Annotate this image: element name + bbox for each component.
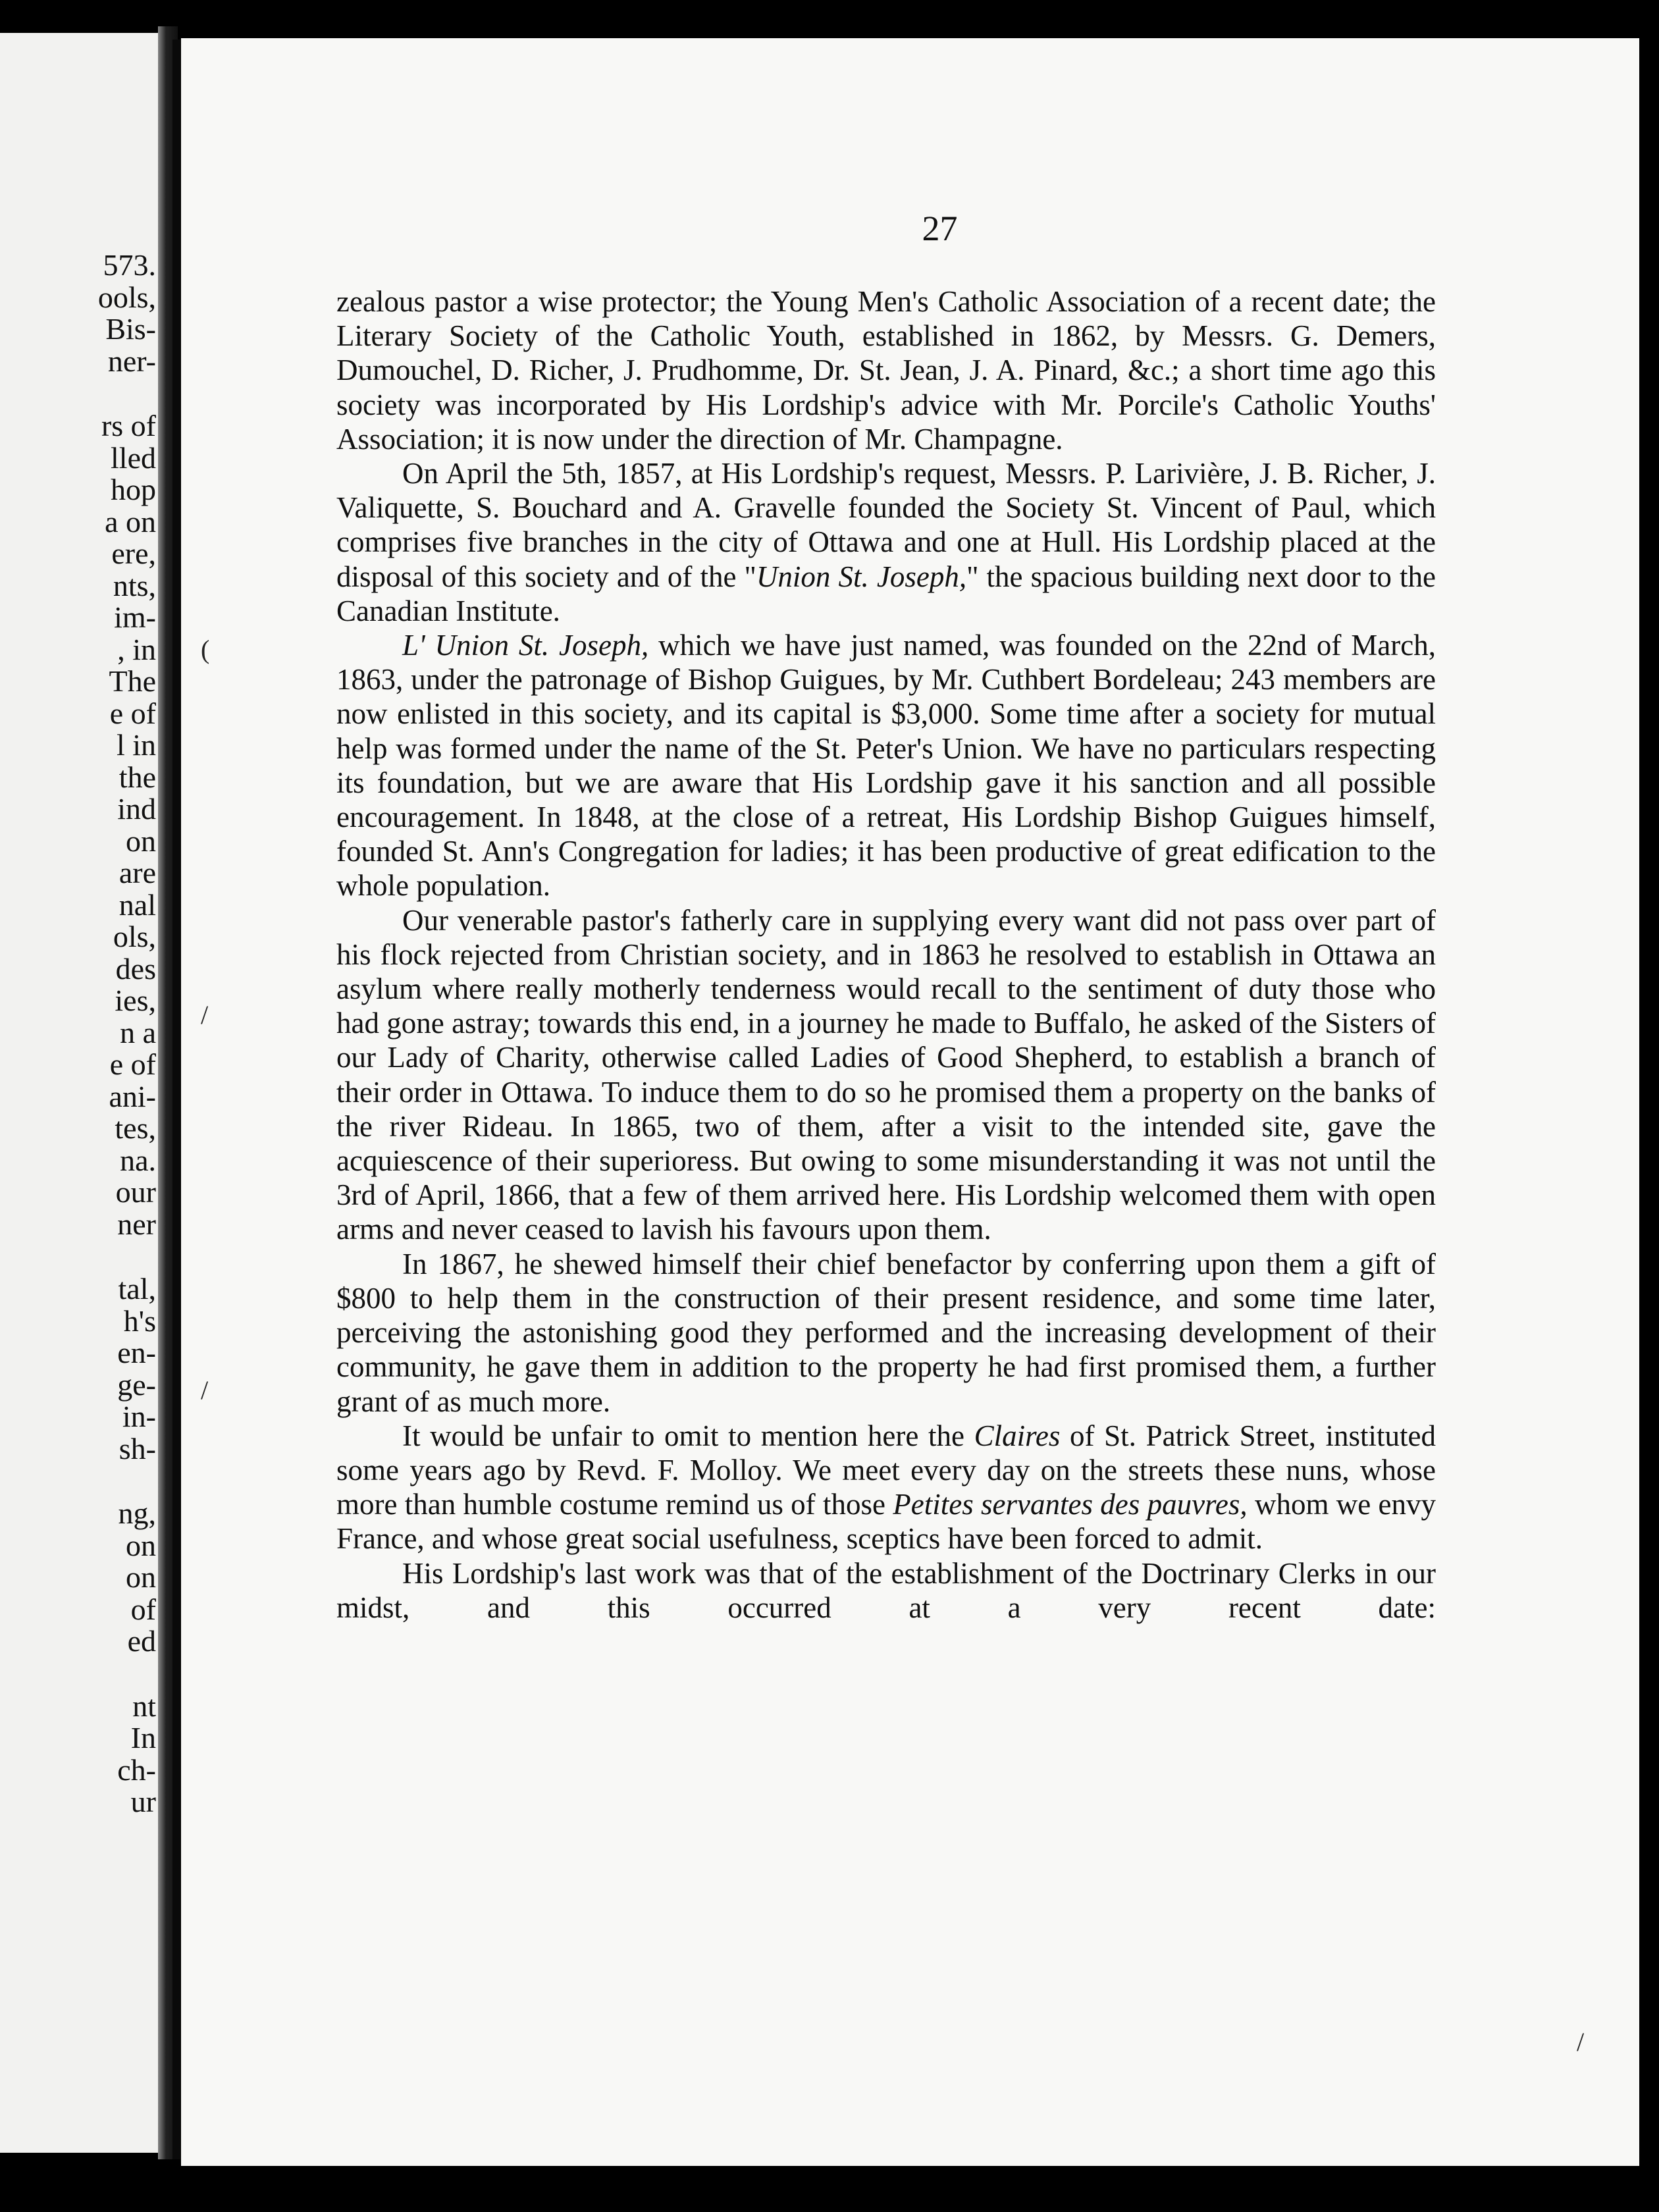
previous-page-fragment: ind <box>117 792 156 826</box>
previous-page-fragment: en- <box>117 1336 156 1369</box>
previous-page-fragment: ools, <box>97 280 156 314</box>
paragraph-4 <box>336 903 1436 1247</box>
previous-page-fragment: ner <box>117 1207 156 1241</box>
paragraph-2 <box>336 456 1436 628</box>
previous-page-fragment: , in <box>117 632 156 666</box>
paragraph-7 <box>336 1556 1436 1625</box>
previous-page-fragment: lled <box>111 440 156 475</box>
previous-page-fragment: on <box>126 1560 156 1594</box>
previous-page-fragment: l in <box>116 728 156 762</box>
previous-page-fragment: Bis- <box>105 312 156 346</box>
previous-page-fragment: ner- <box>107 344 156 378</box>
text-run: of St. Patrick Street, instituted some years ago by Revd. F. Molloy. We meet every day on the streets these nuns, whose more than humble costume remind us of those <box>336 1419 1436 1521</box>
previous-page-fragment: n a <box>120 1015 156 1049</box>
previous-page-fragment: nal <box>118 887 156 922</box>
italic-text: Petites servantes des pauvres, <box>893 1488 1248 1521</box>
previous-page-fragment: tal, <box>118 1272 156 1305</box>
text-run: Our venerable pastor's fatherly care in supplying every want did not pass over part of his flock rejected from Christian society, and in 1863 he resolved to establish in Ottawa an asylum where really motherly tenderness would recall to the sentiment of duty those who had gone astray; towards this end, in a journey he made to Buffalo, he asked of the Sisters of our Lady of Charity, otherwise called Ladies of Good Shepherd, to establish a branch of their order in Ottawa. To induce them to do so he promised them a property on the banks of the river Rideau. In 1865, two of them, after a visit to the intended site, gave the acquiescence of their superioress. But owing to some misunderstanding it was not until the 3rd of April, 1866, that a few of them arrived here. His Lordship welcomed them with open arms and never ceased to lavish his favours upon them. <box>336 903 1436 1246</box>
previous-page-fragment: ols, <box>113 920 156 953</box>
text-run: On April the 5th, 1857, at His Lordship's request, Messrs. P. Larivière, J. B. Richer, J. Valiquette, S. Bouchard and A. Gravelle founded the Society St. Vincent of Paul, which comprises five branches in the city of Ottawa and one at Hull. His Lordship placed at the disposal of this society and of the " <box>336 457 1436 593</box>
text-run: In 1867, he shewed himself their chief benefactor by conferring upon them a gift of $800 to help them in the construction of their present residence, and some time later, perceiving the astonishing good they performed and the increasing development of their community, he gave them in addition to the property he had first promised them, a further grant of as much more. <box>336 1247 1436 1418</box>
margin-mark: ( <box>201 635 210 664</box>
paragraph-3 <box>336 628 1436 903</box>
previous-page-fragment: our <box>115 1175 156 1209</box>
previous-page-fragment: hop <box>111 473 156 506</box>
previous-page-fragment: e of <box>109 696 156 730</box>
previous-page-fragment: na. <box>120 1143 156 1177</box>
previous-page-fragment: in- <box>122 1400 156 1433</box>
previous-page-fragment: sh- <box>118 1431 156 1465</box>
previous-page-fragment: nt <box>132 1689 156 1723</box>
previous-page-fragment: ies, <box>115 984 156 1017</box>
previous-page-fragment: the <box>118 760 156 794</box>
previous-page-fragment: ani- <box>109 1079 156 1113</box>
text-run: zealous pastor a wise protector; the Young Men's Catholic Association of a recent date; the Literary Society of the Catholic Youth, established in 1862, by Messrs. G. Demers, Dumouchel, D. Richer, J. Prudhomme, Dr. St. Jean, J. A. Pinard, &c.; a short time ago this society was incorporated by His Lordship's advice with Mr. Porcile's Catholic Youths' Association; it is now under the direction of Mr. Champagne. <box>336 285 1436 456</box>
previous-page-fragment: are <box>118 856 156 889</box>
italic-text: Union St. Joseph, <box>756 560 967 593</box>
margin-mark: / <box>1577 2027 1585 2057</box>
paragraph-1 <box>336 284 1436 456</box>
text-run: whom we envy France, and whose great social usefulness, sceptics have been forced to admit. <box>336 1488 1436 1556</box>
previous-page-fragment: ed <box>127 1624 156 1658</box>
previous-page-fragment: ng, <box>118 1496 156 1530</box>
previous-page-fragment: im- <box>114 600 156 634</box>
text-run: His Lordship's last work was that of the establishment of the Doctrinary Clerks in our midst, and this occurred at a very recent date: <box>336 1556 1436 1624</box>
italic-text: Claires <box>974 1419 1061 1452</box>
margin-mark: / <box>201 1375 209 1405</box>
previous-page-fragment: on <box>126 824 156 858</box>
page-number: 27 <box>922 209 958 248</box>
previous-page-fragment: of <box>130 1592 156 1626</box>
paragraph-6 <box>336 1419 1436 1556</box>
text-run: It would be unfair to omit to mention here the <box>402 1419 974 1452</box>
paragraph-5 <box>336 1247 1436 1419</box>
book-spine <box>172 40 180 2159</box>
previous-page-fragment: In <box>130 1721 156 1754</box>
book-page <box>181 38 1639 2166</box>
previous-page-fragment: ch- <box>117 1752 156 1787</box>
previous-page-fragment: e of <box>109 1047 156 1081</box>
previous-page-fragment: ur <box>130 1785 156 1818</box>
italic-text: L' Union St. Joseph, <box>402 629 649 662</box>
previous-page-fragment: rs of <box>101 409 156 442</box>
previous-page-fragment: 573. <box>103 248 156 282</box>
previous-page-fragment: on <box>126 1528 156 1562</box>
previous-page-strip <box>0 33 161 2153</box>
previous-page-fragment: h's <box>123 1304 156 1338</box>
previous-page-fragment: a on <box>105 504 156 539</box>
text-run: which we have just named, was founded on the 22nd of March, 1863, under the patronage of Bishop Guigues, by Mr. Cuthbert Bordeleau; 243 members are now enlisted in this society, and its capital is $3,000. Some time after a society for mutual help was formed under the name of the St. Peter's Union. We have no particulars respecting its foundation, but we are aware that His Lordship gave it his sanction and all possible encouragement. In 1848, at the close of a retreat, His Lordship Bishop Guigues himself, founded St. Ann's Congregation for ladies; it has been productive of great edification to the whole population. <box>336 629 1436 903</box>
previous-page-fragment: des <box>115 951 156 986</box>
text-run: " the spacious building next door to the Canadian Institute. <box>336 560 1436 627</box>
margin-mark: / <box>201 1000 209 1030</box>
previous-page-fragment: ge- <box>117 1367 156 1402</box>
previous-page-fragment: The <box>109 664 156 698</box>
previous-page-fragment: nts, <box>113 568 156 602</box>
previous-page-fragment: tes, <box>115 1111 156 1145</box>
body-text <box>336 284 1436 1625</box>
previous-page-fragment: ere, <box>111 537 156 570</box>
